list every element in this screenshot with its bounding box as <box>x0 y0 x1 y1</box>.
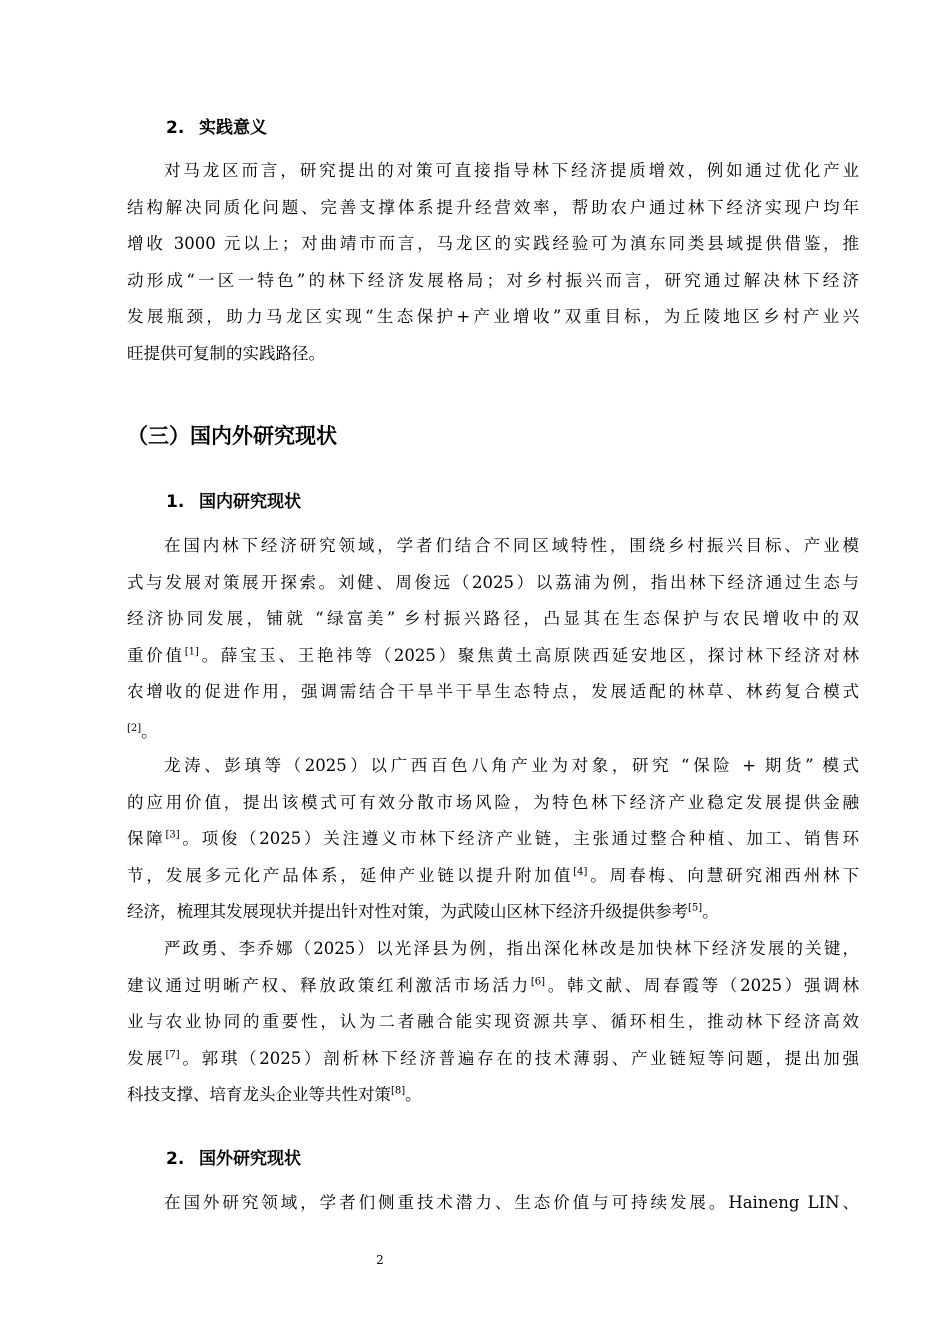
text-line: 增收 3000 元以上；对曲靖市而言，马龙区的实践经验可为滇东同类县域提供借鉴，推 <box>127 234 859 254</box>
citation-ref: [4] <box>573 866 588 878</box>
heading-number: 2. <box>166 118 185 138</box>
text-line: 旺提供可复制的实践路径。 <box>127 343 325 363</box>
heading-practice <box>166 118 267 138</box>
citation-ref: [3] <box>165 829 180 841</box>
text-line: 龙涛、彭瑱等（2025）以广西百色八角产业为对象，研究 “保险 + 期货” 模式 <box>164 756 859 775</box>
text-segment: 经济，梳理其发展现状并提出针对性对策，为武陵山区林下经济升级提供参考 <box>127 902 688 922</box>
text-line: 农增收的促进作用，强调需结合干旱半干旱生态特点，发展适配的林草、林药复合模式 <box>127 682 859 702</box>
text-line <box>127 1077 859 1114</box>
text-line: 动形成“一区一特色”的林下经济发展格局；对乡村振兴而言，研究通过解决林下经济 <box>127 270 859 290</box>
paragraph-domestic-3 <box>127 931 859 1114</box>
heading-title: 实践意义 <box>199 118 267 138</box>
citation-ref: [2] <box>127 722 142 734</box>
text-line: 在国外研究领域，学者们侧重技术潜力、生态价值与可持续发展。Haineng LIN、 <box>164 1193 859 1212</box>
text-segment: 。郭琪（2025）剖析林下经济普遍存在的技术薄弱、产业链短等问题，提出加强 <box>179 1048 859 1068</box>
text-line <box>127 894 859 931</box>
text-line: 结构解决同质化问题、完善支撑体系提升经营效率，帮助农户通过林下经济实现户均年 <box>127 197 859 217</box>
text-segment: 重价值 <box>127 645 185 665</box>
heading-number: 1. <box>166 492 185 512</box>
text-segment: 。韩文献、周春霞等（2025）强调林 <box>545 975 859 995</box>
section-heading-research: （三）国内外研究现状 <box>127 424 337 448</box>
text-segment: 保障 <box>127 829 166 849</box>
text-segment: 。项俊（2025）关注遵义市林下经济产业链，主张通过整合种植、加工、销售环 <box>179 829 859 849</box>
text-line: 严政勇、李乔娜（2025）以光泽县为例，指出深化林改是加快林下经济发展的关键， <box>164 939 859 958</box>
text-line: 的应用价值，提出该模式可有效分散市场风险，为特色林下经济产业稳定发展提供金融 <box>127 792 859 812</box>
text-segment: 。周春梅、向慧研究湘西州林下 <box>587 865 860 885</box>
text-segment: 。 <box>141 721 158 741</box>
text-line: 对马龙区而言，研究提出的对策可直接指导林下经济提质增效，例如通过优化产业 <box>164 161 859 180</box>
text-segment: 。薛宝玉、王艳祎等（2025）聚焦黄土高原陕西延安地区，探讨林下经济对林 <box>198 645 860 665</box>
citation-ref: [5] <box>688 902 703 914</box>
citation-ref: [6] <box>530 976 546 988</box>
citation-ref: [7] <box>165 1049 180 1061</box>
heading-title: 国内研究现状 <box>199 492 301 512</box>
paragraph-domestic-2 <box>127 748 859 931</box>
text-line <box>127 638 859 675</box>
text-line: 在国内林下经济研究领域，学者们结合不同区域特性，围绕乡村振兴目标、产业模 <box>164 536 859 555</box>
text-line: 发展瓶颈，助力马龙区实现“生态保护+产业增收”双重目标，为丘陵地区乡村产业兴 <box>127 307 859 327</box>
text-line <box>127 821 859 858</box>
text-line <box>127 968 859 1005</box>
text-line: 式与发展对策展开探索。刘健、周俊远（2025）以荔浦为例，指出林下经济通过生态与 <box>127 572 859 592</box>
text-line <box>127 711 859 748</box>
citation-ref: [8] <box>391 1085 406 1097</box>
text-line: 业与农业协同的重要性，认为二者融合能实现资源共享、循环相生，推动林下经济高效 <box>127 1012 859 1032</box>
text-segment: 建议通过明晰产权、释放政策红利激活市场活力 <box>127 975 531 995</box>
text-line: 经济协同发展，铺就 “绿富美” 乡村振兴路径，凸显其在生态保护与农民增收中的双 <box>127 609 859 629</box>
citation-ref: [1] <box>184 646 199 658</box>
heading-foreign <box>166 1149 301 1169</box>
paragraph-practice <box>127 153 859 373</box>
text-segment: 。 <box>702 902 719 922</box>
paragraph-domestic-1 <box>127 528 859 748</box>
page-number: 2 <box>376 1253 384 1267</box>
paragraph-foreign <box>127 1185 859 1222</box>
heading-title: 国外研究现状 <box>199 1149 301 1169</box>
heading-number: 2. <box>166 1149 185 1169</box>
text-segment: 节，发展多元化产品体系，延伸产业链以提升附加值 <box>127 865 574 885</box>
text-segment: 发展 <box>127 1048 166 1068</box>
text-line <box>127 858 859 895</box>
text-segment: 科技支撑、培育龙头企业等共性对策 <box>127 1085 391 1105</box>
text-segment: 。 <box>405 1085 422 1105</box>
heading-domestic <box>166 492 301 512</box>
text-line <box>127 1041 859 1078</box>
